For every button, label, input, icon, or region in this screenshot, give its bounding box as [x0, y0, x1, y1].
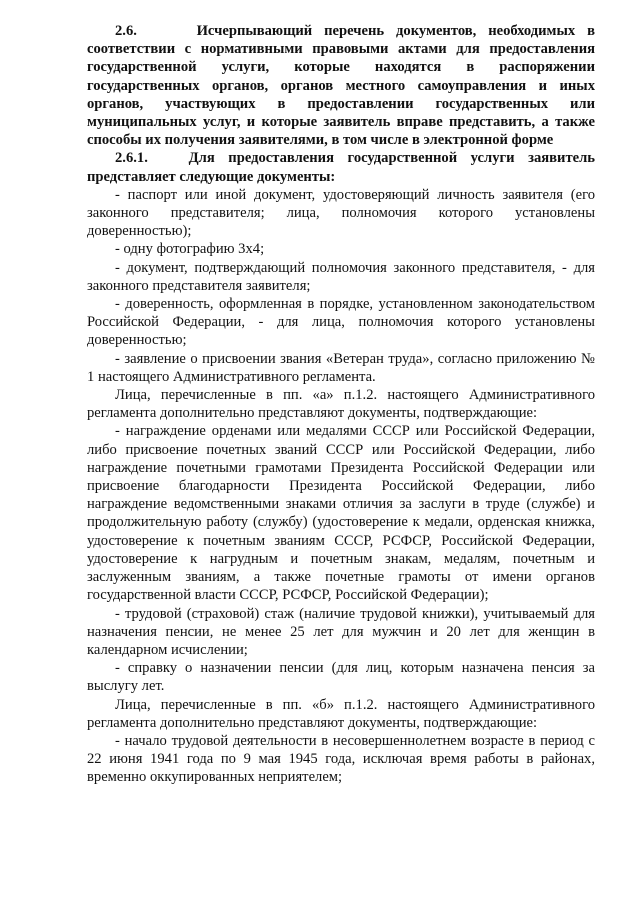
list-item: - справку о назначении пенсии (для лиц, которым назначена пенсия за выслугу лет.	[87, 660, 595, 695]
list-item: - доверенность, оформленная в порядке, установленном законодательством Российской Федерации, - для лица, полномочия которого установлены доверенностью;	[87, 296, 595, 349]
group-a-intro: Лица, перечисленные в пп. «а» п.1.2. настоящего Административного регламента дополнительно представляют документы, подтверждающие:	[87, 387, 595, 422]
list-item: - заявление о присвоении звания «Ветеран труда», согласно приложению № 1 настоящего Административного регламента.	[87, 350, 595, 385]
section-2-6-1-lead	[87, 149, 595, 185]
section-2-6-number: 2.6.	[115, 23, 137, 39]
list-item: - паспорт или иной документ, удостоверяющий личность заявителя (его законного представителя; лица, полномочия которого установлены доверенностью);	[87, 186, 595, 240]
section-2-6-1-text: Для предоставления государственной услуги заявитель представляет следующие документы:	[87, 150, 595, 185]
group-b-intro: Лица, перечисленные в пп. «б» п.1.2. настоящего Административного регламента дополнительно представляют документы, подтверждающие:	[87, 696, 595, 731]
list-item: - трудовой (страховой) стаж (наличие трудовой книжки), учитываемый для назначения пенсии, не менее 25 лет для мужчин и 20 лет для женщин в календарном исчислении;	[87, 605, 595, 658]
list-item: - документ, подтверждающий полномочия законного представителя, - для законного представителя заявителя;	[87, 259, 595, 294]
list-item: - одну фотографию 3х4;	[115, 241, 265, 258]
section-2-6-title: Исчерпывающий перечень документов, необходимых в соответствии с нормативными правовыми актами для предоставления государственной услуги, которые находятся в распоряжении государственных органов, органов местного самоуправления и иных органов, участвующих в предоставлении государственных или муниципальных услуг, и которые заявитель вправе представить, а также способы их получения заявителями, в том числе в электронной форме	[87, 23, 595, 149]
section-2-6-heading	[87, 22, 595, 149]
list-item: - награждение орденами или медалями СССР или Российской Федерации, либо присвоение почетных званий СССР или Российской Федерации, либо награждение почетными грамотами Президента Российской Федерации или присвоение благодарности Президента Российской Федерации, либо награждение ведомственными знаками отличия за заслуги в труде (службе) и продолжительную работу (службу) (удостоверение к медали, орденская книжка, удостоверение к почетным званиям СССР, РСФСР, Российской Федерации, удостоверение к нагрудным и почетным знакам, медалям, почетным и заслуженным званиям, а также почетные грамоты от имени органов государственной власти СССР, РСФСР, Российской Федерации);	[87, 423, 595, 604]
document-body	[87, 22, 595, 787]
list-item: - начало трудовой деятельности в несовершеннолетнем возрасте в период с 22 июня 1941 года по 9 мая 1945 года, исключая время работы в районах, временно оккупированных неприятелем;	[87, 732, 595, 786]
section-2-6-1-number: 2.6.1.	[115, 150, 148, 167]
